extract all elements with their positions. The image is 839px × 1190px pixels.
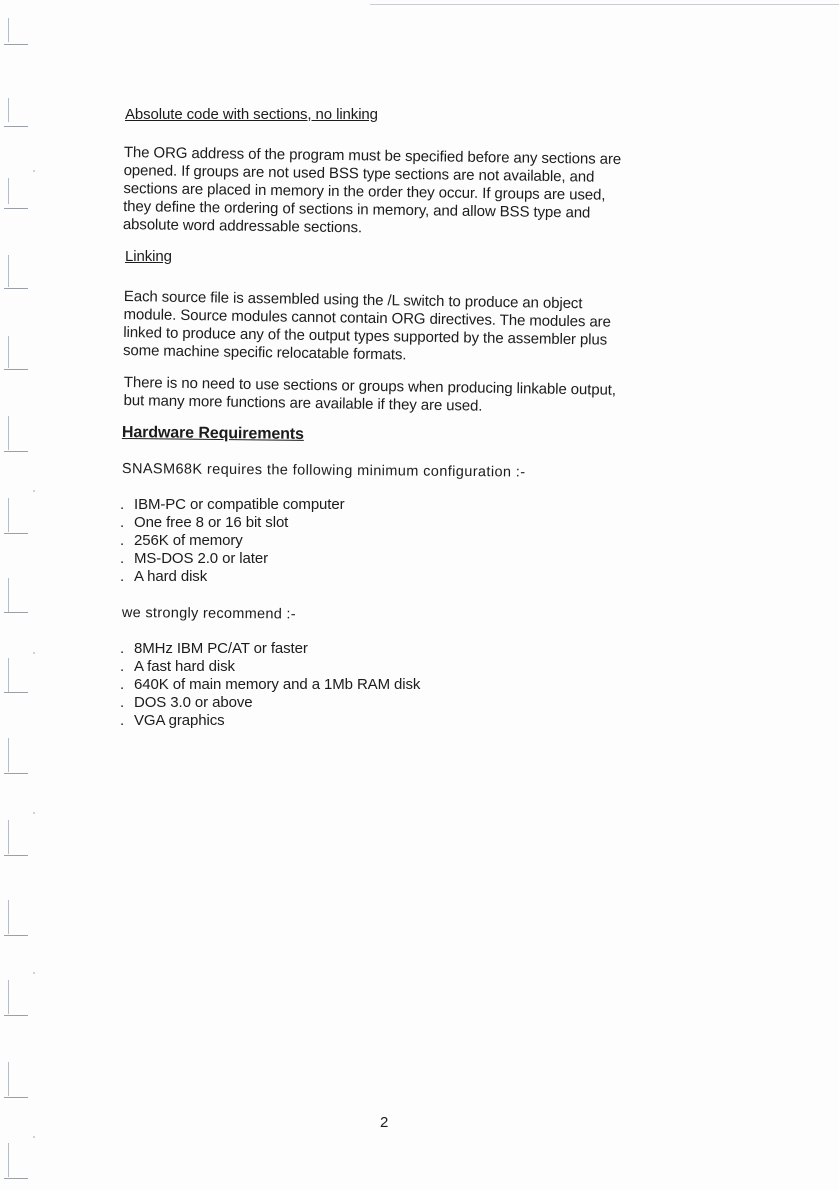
list-item-text: DOS 3.0 or above (134, 694, 253, 711)
margin-mark (4, 44, 28, 45)
list-item (122, 658, 722, 676)
hardware-requirements-heading: Hardware Requirements (121, 424, 304, 443)
recommend-intro: we strongly recommend :- (121, 605, 297, 623)
margin-mark (4, 612, 28, 613)
bullet-dot: . (120, 640, 125, 657)
list-item-text: 640K of main memory and a 1Mb RAM disk (134, 676, 421, 693)
list-item (122, 532, 722, 550)
list-item (122, 676, 722, 694)
list-item (122, 514, 722, 532)
list-item-text: A fast hard disk (134, 658, 235, 675)
page-content (122, 100, 722, 748)
linking-heading: Linking (125, 248, 172, 265)
margin-mark (8, 98, 9, 122)
left-margin-marks (0, 0, 40, 1190)
margin-mark (8, 980, 9, 1014)
margin-mark (4, 208, 28, 209)
margin-mark (8, 658, 9, 692)
list-item (122, 550, 722, 568)
margin-mark (8, 578, 9, 612)
margin-mark (4, 126, 28, 127)
margin-mark (4, 369, 28, 370)
margin-mark (8, 1143, 9, 1177)
margin-mark (4, 935, 28, 936)
recommended-requirements-list (122, 640, 722, 730)
bullet-dot: . (120, 532, 125, 549)
list-item-text: A hard disk (134, 568, 208, 585)
list-item (122, 712, 722, 730)
list-item (122, 568, 722, 586)
bullet-dot: . (120, 568, 125, 585)
margin-mark (8, 336, 9, 368)
margin-mark (4, 1178, 28, 1179)
list-item-text: 256K of memory (134, 532, 243, 549)
margin-dot (33, 972, 35, 974)
margin-mark (4, 1015, 28, 1016)
linking-output-paragraph: There is no need to use sections or groups when producing linkable output, but many more functions are available if they are used. (123, 374, 617, 415)
margin-mark (4, 855, 28, 856)
margin-dot (33, 812, 35, 814)
margin-dot (33, 652, 35, 654)
margin-mark (8, 498, 9, 532)
absolute-code-heading: Absolute code with sections, no linking (125, 106, 378, 123)
bullet-dot: . (120, 658, 125, 675)
list-item (122, 694, 722, 712)
margin-mark (8, 738, 9, 772)
margin-mark (8, 820, 9, 854)
margin-dot (33, 170, 35, 172)
margin-mark (4, 773, 28, 774)
scan-top-rule (370, 4, 839, 5)
absolute-code-paragraph: The ORG address of the program must be specified before any sections are opened. If groups are not used BSS type sections are not available, and sections are placed in memory in the order they occur. If groups are used, they define the ordering of sections in memory, and allow BSS type and absolute word addressable sections. (122, 144, 622, 237)
margin-mark (4, 451, 28, 452)
minimum-config-intro: SNASM68K requires the following minimum configuration :- (121, 460, 526, 481)
margin-mark (8, 255, 9, 287)
margin-dot (33, 1136, 35, 1138)
margin-mark (8, 18, 9, 42)
margin-mark (8, 416, 9, 450)
bullet-dot: . (120, 712, 125, 729)
list-item-text: IBM-PC or compatible computer (134, 496, 345, 513)
margin-mark (4, 288, 28, 289)
margin-mark (4, 692, 28, 693)
bullet-dot: . (120, 676, 125, 693)
bullet-dot: . (120, 514, 125, 531)
list-item-text: MS-DOS 2.0 or later (134, 550, 268, 567)
margin-dot (33, 490, 35, 492)
linking-paragraph: Each source file is assembled using the /L switch to produce an object module. Source modules cannot contain ORG directives. The modules are linked to produce any of the output types supported by the assembler plus some machine specific relocatable formats. (122, 288, 611, 364)
margin-mark (4, 1097, 28, 1098)
margin-mark (8, 1062, 9, 1096)
list-item-text: 8MHz IBM PC/AT or faster (134, 640, 308, 657)
bullet-dot: . (120, 550, 125, 567)
margin-mark (4, 533, 28, 534)
list-item-text: VGA graphics (134, 712, 225, 729)
minimum-requirements-list (122, 496, 722, 586)
margin-mark (8, 178, 9, 204)
page-number: 2 (380, 1114, 389, 1131)
list-item-text: One free 8 or 16 bit slot (134, 514, 289, 531)
margin-mark (8, 900, 9, 934)
list-item (122, 640, 722, 658)
bullet-dot: . (120, 496, 125, 513)
bullet-dot: . (120, 694, 125, 711)
list-item (122, 496, 722, 514)
